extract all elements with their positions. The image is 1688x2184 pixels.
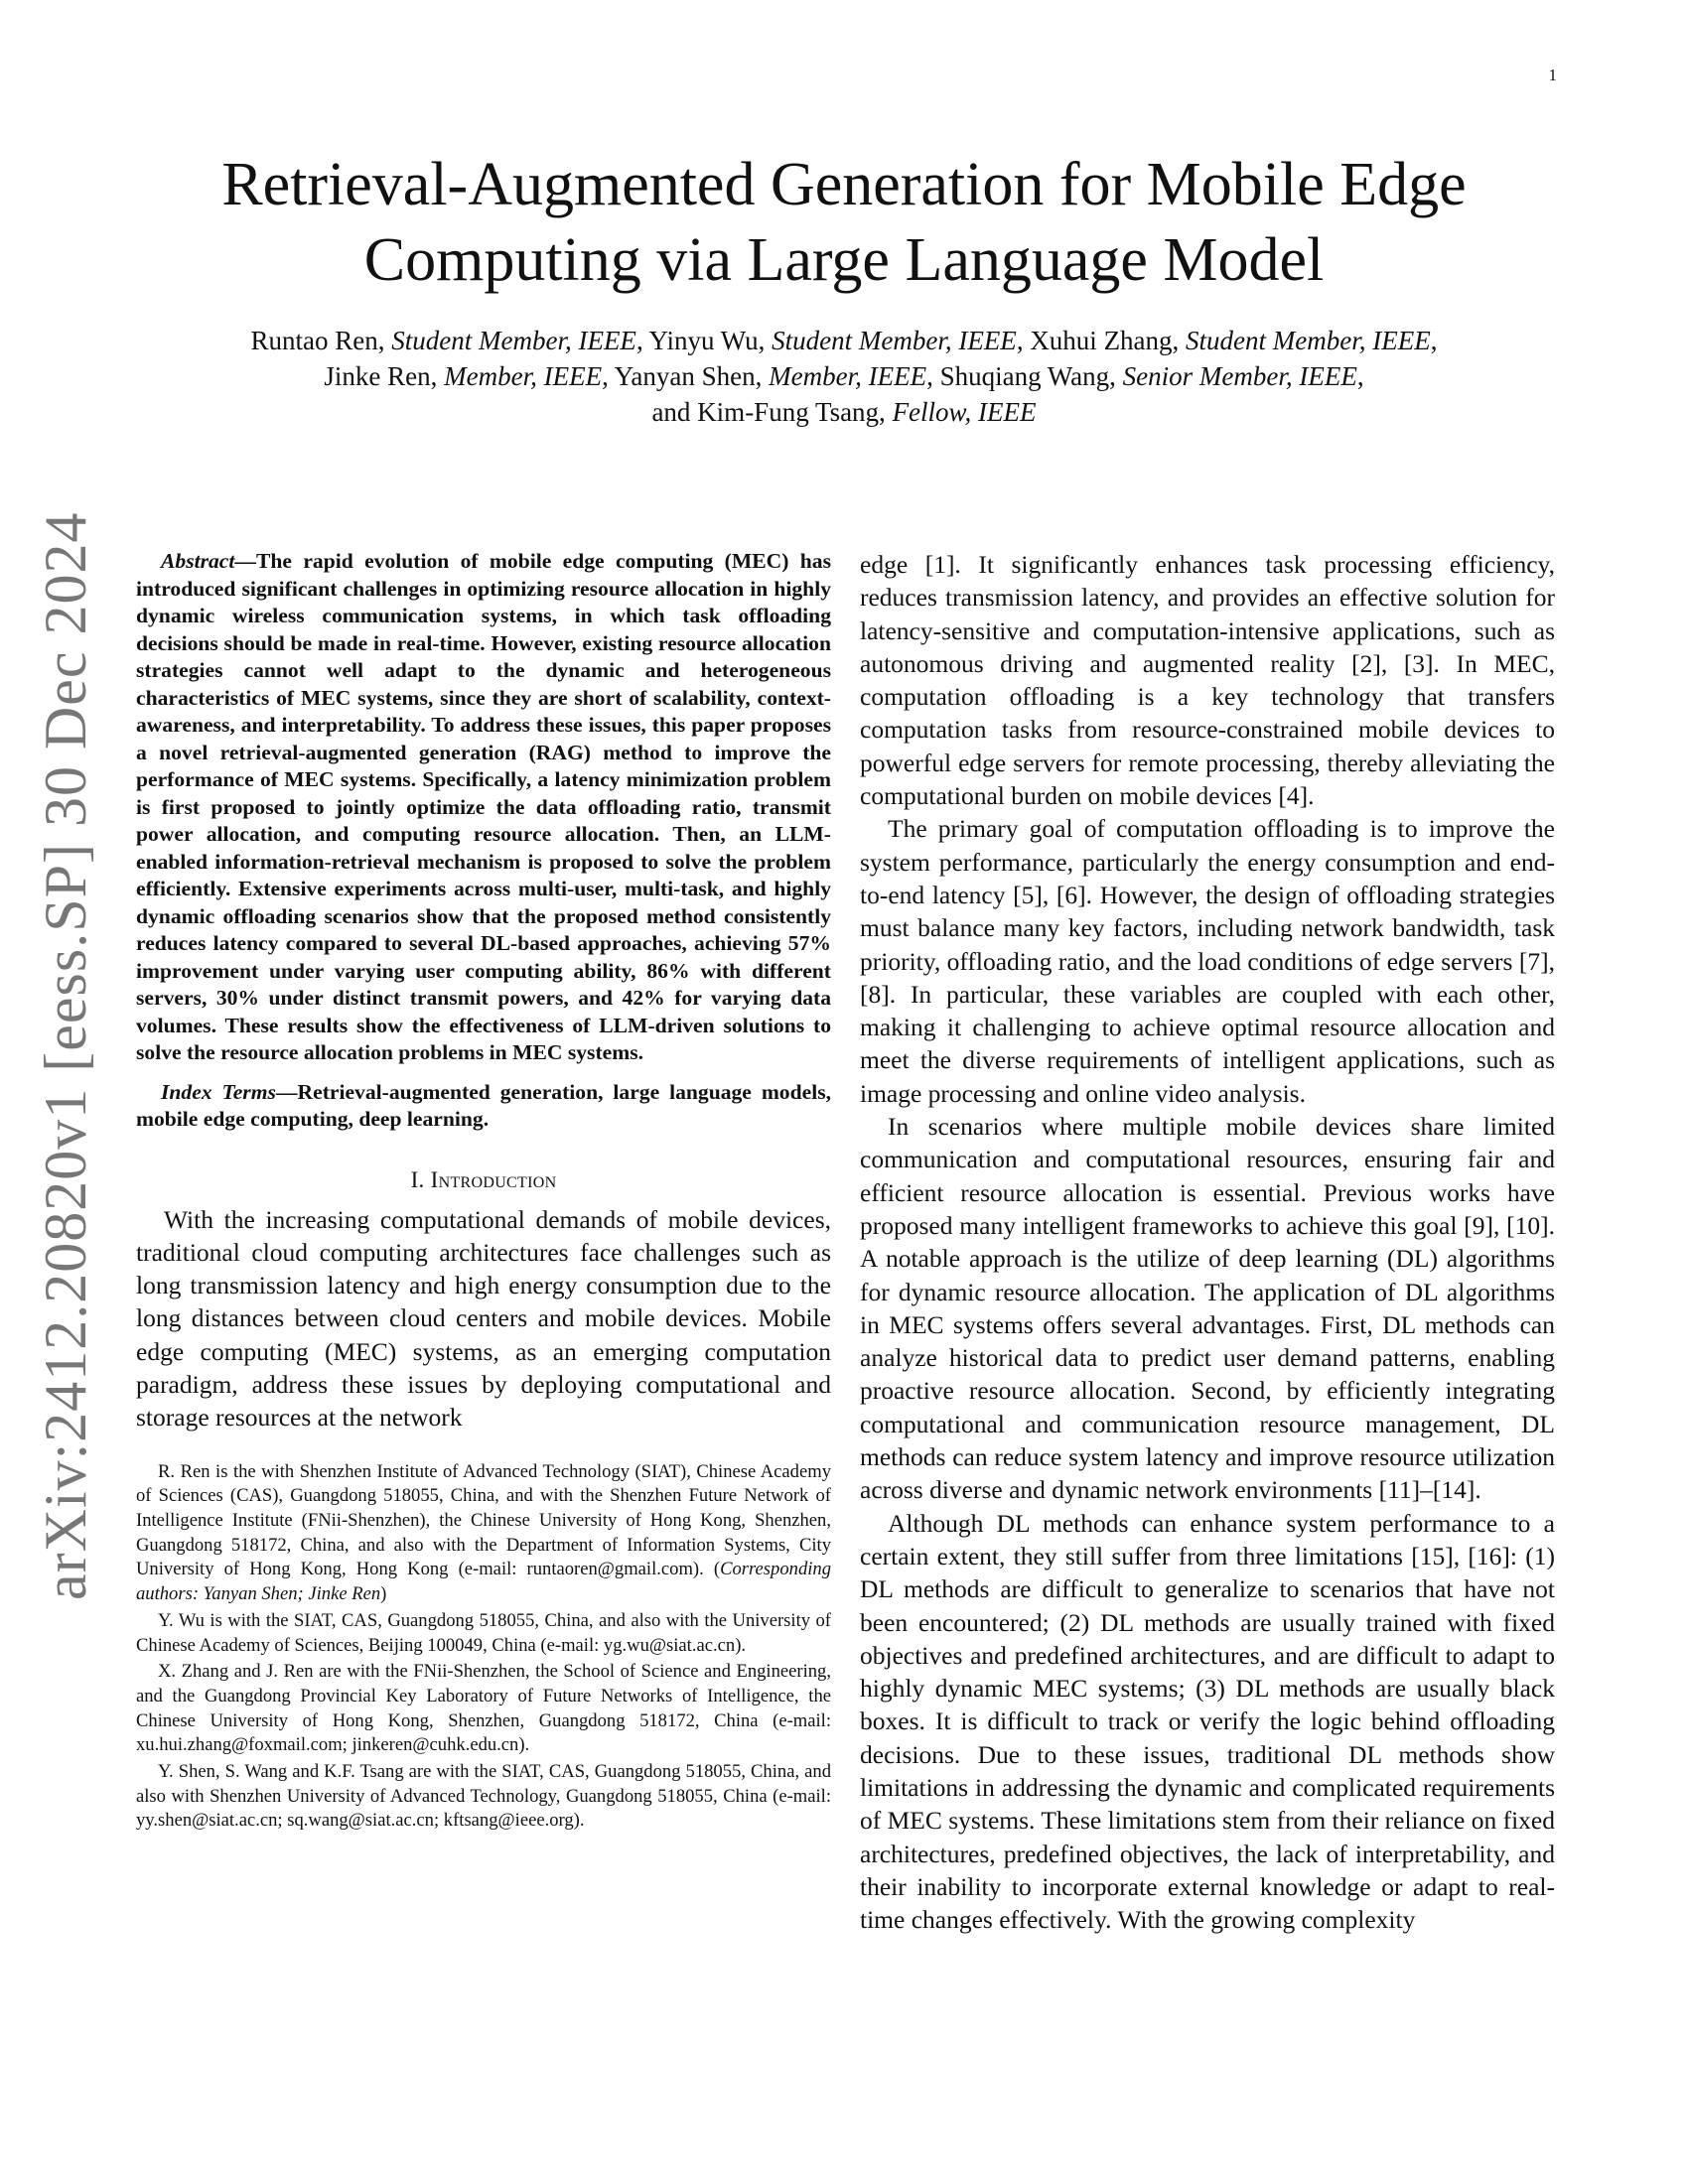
author-separator: , bbox=[1016, 326, 1031, 355]
abstract-text: —The rapid evolution of mobile edge computing (MEC) has introduced significant challenges in optimizing resource allocation in highly dynamic wireless communication systems, in which task offloading decisions should be made in real-time. However, existing resource allocation strategies cannot well adapt to the dynamic and heterogeneous characteristics of MEC systems, since they are short of scalability, context-awareness, and interpretability. To address these issues, this paper proposes a novel retrieval-augmented generation (RAG) method to improve the performance of MEC systems. Specifically, a latency minimization problem is first proposed to jointly optimize the data offloading ratio, transmit power allocation, and computing resource allocation. Then, an LLM-enabled information-retrieval mechanism is proposed to solve the problem efficiently. Extensive experiments across multi-user, multi-task, and highly dynamic offloading scenarios show that the proposed method consistently reduces latency compared to several DL-based approaches, achieving 57% improvement under varying user computing ability, 86% with different servers, 30% under distinct transmit powers, and 42% for varying data volumes. These results show the effectiveness of LLM-driven solutions to solve the resource allocation problems in MEC systems. bbox=[136, 549, 831, 1064]
index-terms bbox=[136, 1079, 831, 1134]
footnote-affiliation-shen-wang-tsang: Y. Shen, S. Wang and K.F. Tsang are with the SIAT, CAS, Guangdong 518055, China, and also with Shenzhen University of Advanced Technology, Guangdong 518055, China (e-mail: yy.shen@siat.ac.cn; sq.wang@siat.ac.cn; kftsang@ieee.org). bbox=[136, 1761, 831, 1832]
author-membership: Member, IEEE bbox=[769, 361, 927, 391]
intro-paragraph-4: Although DL methods can enhance system performance to a certain extent, they still suffer from three limitations [15], [16]: (1) DL methods are difficult to generalize to scenarios that have not been encountered; (2) DL methods are usually trained with fixed objectives and predefined architectures, and are difficult to adapt to highly dynamic MEC systems; (3) DL methods are usually black boxes. It is difficult to track or verify the logic behind offloading decisions. Due to these issues, traditional DL methods show limitations in addressing the dynamic and complicated requirements of MEC systems. These limitations stem from their reliance on fixed architectures, predefined objectives, the lack of interpretability, and their inability to incorporate external knowledge or adapt to real-time changes effectively. With the growing complexity bbox=[860, 1508, 1555, 1935]
footnote-affiliation-zhang-ren: X. Zhang and J. Ren are with the FNii-Shenzhen, the School of Science and Engineering, and the Guangdong Provincial Key Laboratory of Future Networks of Intelligence, the Chinese University of Hong Kong, Shenzhen, Guangdong 518172, China (e-mail: xu.hui.zhang@foxmail.com; jinkeren@cuhk.edu.cn). bbox=[136, 1661, 831, 1756]
author-name: Xuhui Zhang, bbox=[1030, 326, 1187, 355]
paper-title bbox=[99, 147, 1589, 298]
intro-paragraph-3: In scenarios where multiple mobile devices share limited communication and computational resources, ensuring fair and efficient resource allocation is essential. Previous works have proposed many intelligent frameworks to achieve this goal [9], [10]. A notable approach is the utilize of deep learning (DL) algorithms for dynamic resource allocation. The application of DL algorithms in MEC systems offers several advantages. First, DL methods can analyze historical data to predict user demand patterns, enabling proactive resource allocation. Second, by efficiently integrating computational and communication resource management, DL methods can reduce system latency and improve resource utilization across diverse and dynamic network environments [11]–[14]. bbox=[860, 1112, 1555, 1505]
intro-paragraph-continued: edge [1]. It significantly enhances task processing efficiency, reduces transmission latency, and provides an effective solution for latency-sensitive and computation-intensive applications, such as autonomous driving and augmented reality [2], [3]. In MEC, computation offloading is a key technology that transfers computation tasks from resource-constrained mobile devices to powerful edge servers for remote processing, thereby alleviating the computational burden on mobile devices [4]. bbox=[860, 550, 1555, 811]
author-separator: , bbox=[1356, 361, 1364, 391]
intro-paragraph-2: The primary goal of computation offloading is to improve the system performance, particularly the energy consumption and end-to-end latency [5], [6]. However, the design of offloading strategies must balance many key factors, including network bandwidth, task priority, offloading ratio, and the load conditions of edge servers [7], [8]. In particular, these variables are coupled with each other, making it challenging to achieve optimal resource allocation and meet the diverse requirements of intelligent applications, such as image processing and online video analysis. bbox=[860, 814, 1555, 1108]
author-membership: Student Member, IEEE bbox=[1186, 326, 1431, 355]
author-list bbox=[99, 323, 1589, 430]
right-column bbox=[860, 548, 1555, 1936]
author-membership: Member, IEEE bbox=[444, 361, 603, 391]
intro-paragraph-1: With the increasing computational demands of mobile devices, traditional cloud computing architectures face challenges such as long transmission latency and high energy consumption due to the long distances between cloud centers and mobile devices. Mobile edge computing (MEC) systems, as an emerging computation paradigm, address these issues by deploying computational and storage resources at the network bbox=[136, 1204, 831, 1433]
section-title: Introduction bbox=[430, 1166, 557, 1192]
author-name: Runtao Ren, bbox=[250, 326, 392, 355]
left-column bbox=[136, 548, 831, 1836]
title-line-1: Retrieval-Augmented Generation for Mobile Edge bbox=[221, 151, 1467, 218]
footnote-text: ) bbox=[380, 1583, 387, 1605]
author-name: Shuqiang Wang, bbox=[939, 361, 1123, 391]
index-terms-text: —Retrieval-augmented generation, large language models, mobile edge computing, deep learning. bbox=[136, 1079, 831, 1131]
author-name: and Kim-Fung Tsang, bbox=[651, 397, 893, 427]
footnote-affiliation-wu: Y. Wu is with the SIAT, CAS, Guangdong 518055, China, and also with the University of Chinese Academy of Sciences, Beijing 100049, China (e-mail: yg.wu@siat.ac.cn). bbox=[136, 1609, 831, 1656]
author-name: Yanyan Shen, bbox=[614, 361, 770, 391]
footnote-text: R. Ren is the with Shenzhen Institute of Advanced Technology (SIAT), Chinese Academy of Sciences (CAS), Guangdong 518055, China, and with the Shenzhen Future Network of Intelligence Institute (FNii-Shenzhen), the Chinese University of Hong Kong, Shenzhen, Guangdong 518172, China, and also with the Department of Information Systems, City University of Hong Kong, Hong Kong (e-mail: runtaoren@gmail.com). ( bbox=[136, 1460, 831, 1580]
page-number: 1 bbox=[1548, 66, 1557, 84]
author-membership: Student Member, IEEE bbox=[772, 326, 1017, 355]
footnote-affiliation-ren bbox=[136, 1460, 831, 1607]
abstract-label: Abstract bbox=[161, 549, 235, 573]
author-separator: , bbox=[1430, 326, 1438, 355]
author-name: Yinyu Wu, bbox=[648, 326, 773, 355]
corresponding-authors-note: Corresponding authors: Yanyan Shen; Jinke Ren bbox=[136, 1559, 831, 1605]
author-membership: Senior Member, IEEE bbox=[1122, 361, 1357, 391]
author-membership: Fellow, IEEE bbox=[892, 397, 1037, 427]
index-terms-label: Index Terms bbox=[161, 1079, 276, 1104]
abstract bbox=[136, 548, 831, 1067]
author-separator: , bbox=[602, 361, 615, 391]
author-membership: Student Member, IEEE bbox=[391, 326, 636, 355]
author-name: Jinke Ren, bbox=[324, 361, 445, 391]
title-line-2: Computing via Large Language Model bbox=[363, 226, 1325, 294]
author-footnotes bbox=[136, 1460, 831, 1835]
arxiv-identifier-stamp: arXiv:2412.20820v1 [eess.SP] 30 Dec 2024 bbox=[33, 511, 98, 1600]
section-heading-introduction bbox=[136, 1167, 831, 1193]
section-number: I. bbox=[410, 1166, 431, 1192]
author-separator: , bbox=[635, 326, 649, 355]
author-separator: , bbox=[926, 361, 940, 391]
